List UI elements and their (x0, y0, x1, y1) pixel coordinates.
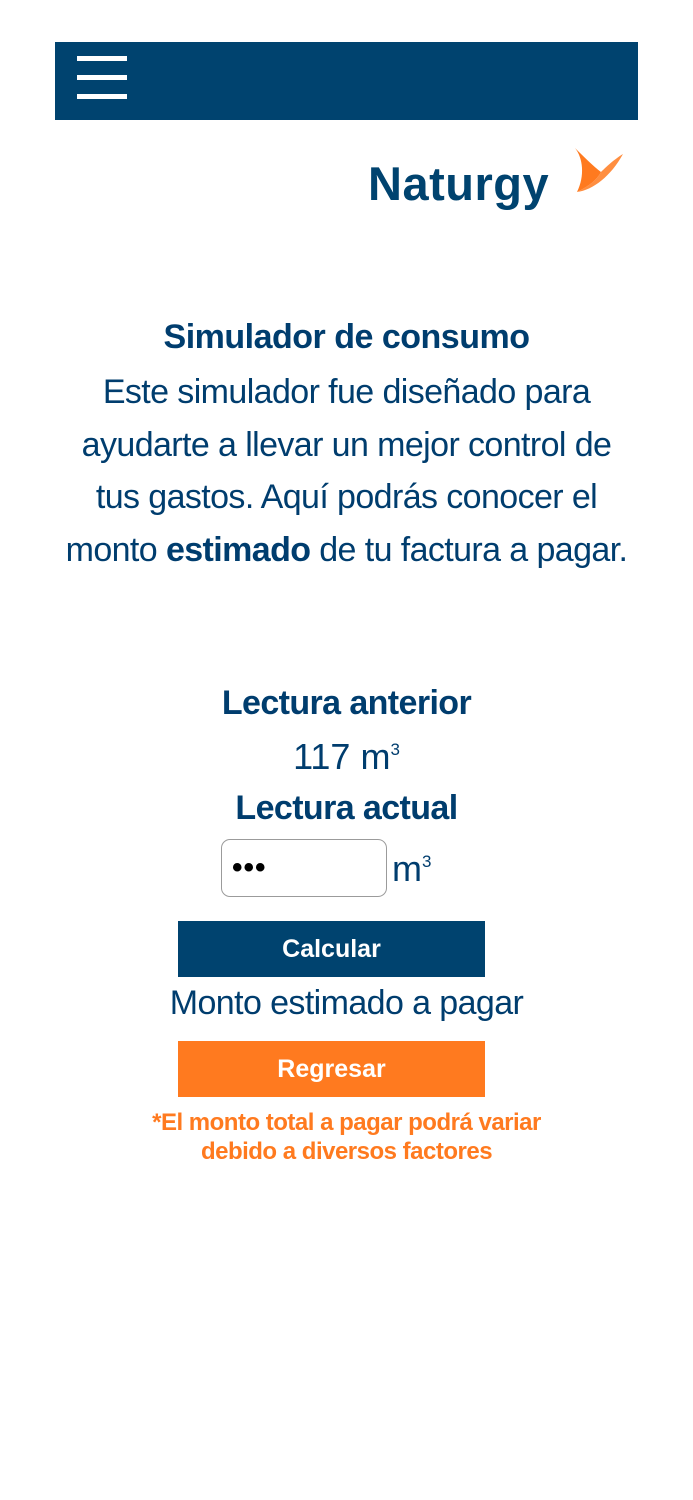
current-reading-unit (392, 848, 431, 890)
naturgy-butterfly-icon (571, 146, 627, 196)
previous-reading-number: 117 m (293, 736, 391, 777)
intro-text-start: Este simulador fue diseñado para ayudarte a llevar un mejor control de tus gastos. Aquí podrás conocer el monto (65, 373, 612, 569)
disclaimer-line-1: *El monto total a pagar podrá variar (152, 1109, 541, 1136)
logo-text: Naturgy (368, 157, 550, 210)
naturgy-logo (368, 146, 628, 216)
previous-reading-label: Lectura anterior (221, 684, 472, 722)
current-reading-input[interactable]: ••• (221, 839, 387, 897)
intro-paragraph (60, 366, 633, 576)
back-button[interactable]: Regresar (178, 1041, 485, 1097)
disclaimer-line-2: debido a diversos factores (200, 1138, 493, 1165)
current-unit-superscript: 3 (422, 852, 432, 871)
page-title: Simulador de consumo (163, 318, 530, 356)
intro-text-end: de tu factura a pagar. (310, 530, 628, 569)
estimated-amount-label: Monto estimado a pagar (169, 984, 524, 1022)
top-navigation-bar (55, 42, 638, 120)
current-reading-label: Lectura actual (235, 789, 458, 827)
hamburger-menu-icon[interactable] (77, 56, 127, 100)
current-unit-text: m (392, 848, 422, 889)
intro-text-bold: estimado (165, 530, 311, 569)
disclaimer-note (100, 1108, 593, 1166)
calculate-button[interactable]: Calcular (178, 921, 485, 977)
previous-reading-value (40, 736, 653, 778)
previous-reading-superscript: 3 (390, 740, 400, 759)
